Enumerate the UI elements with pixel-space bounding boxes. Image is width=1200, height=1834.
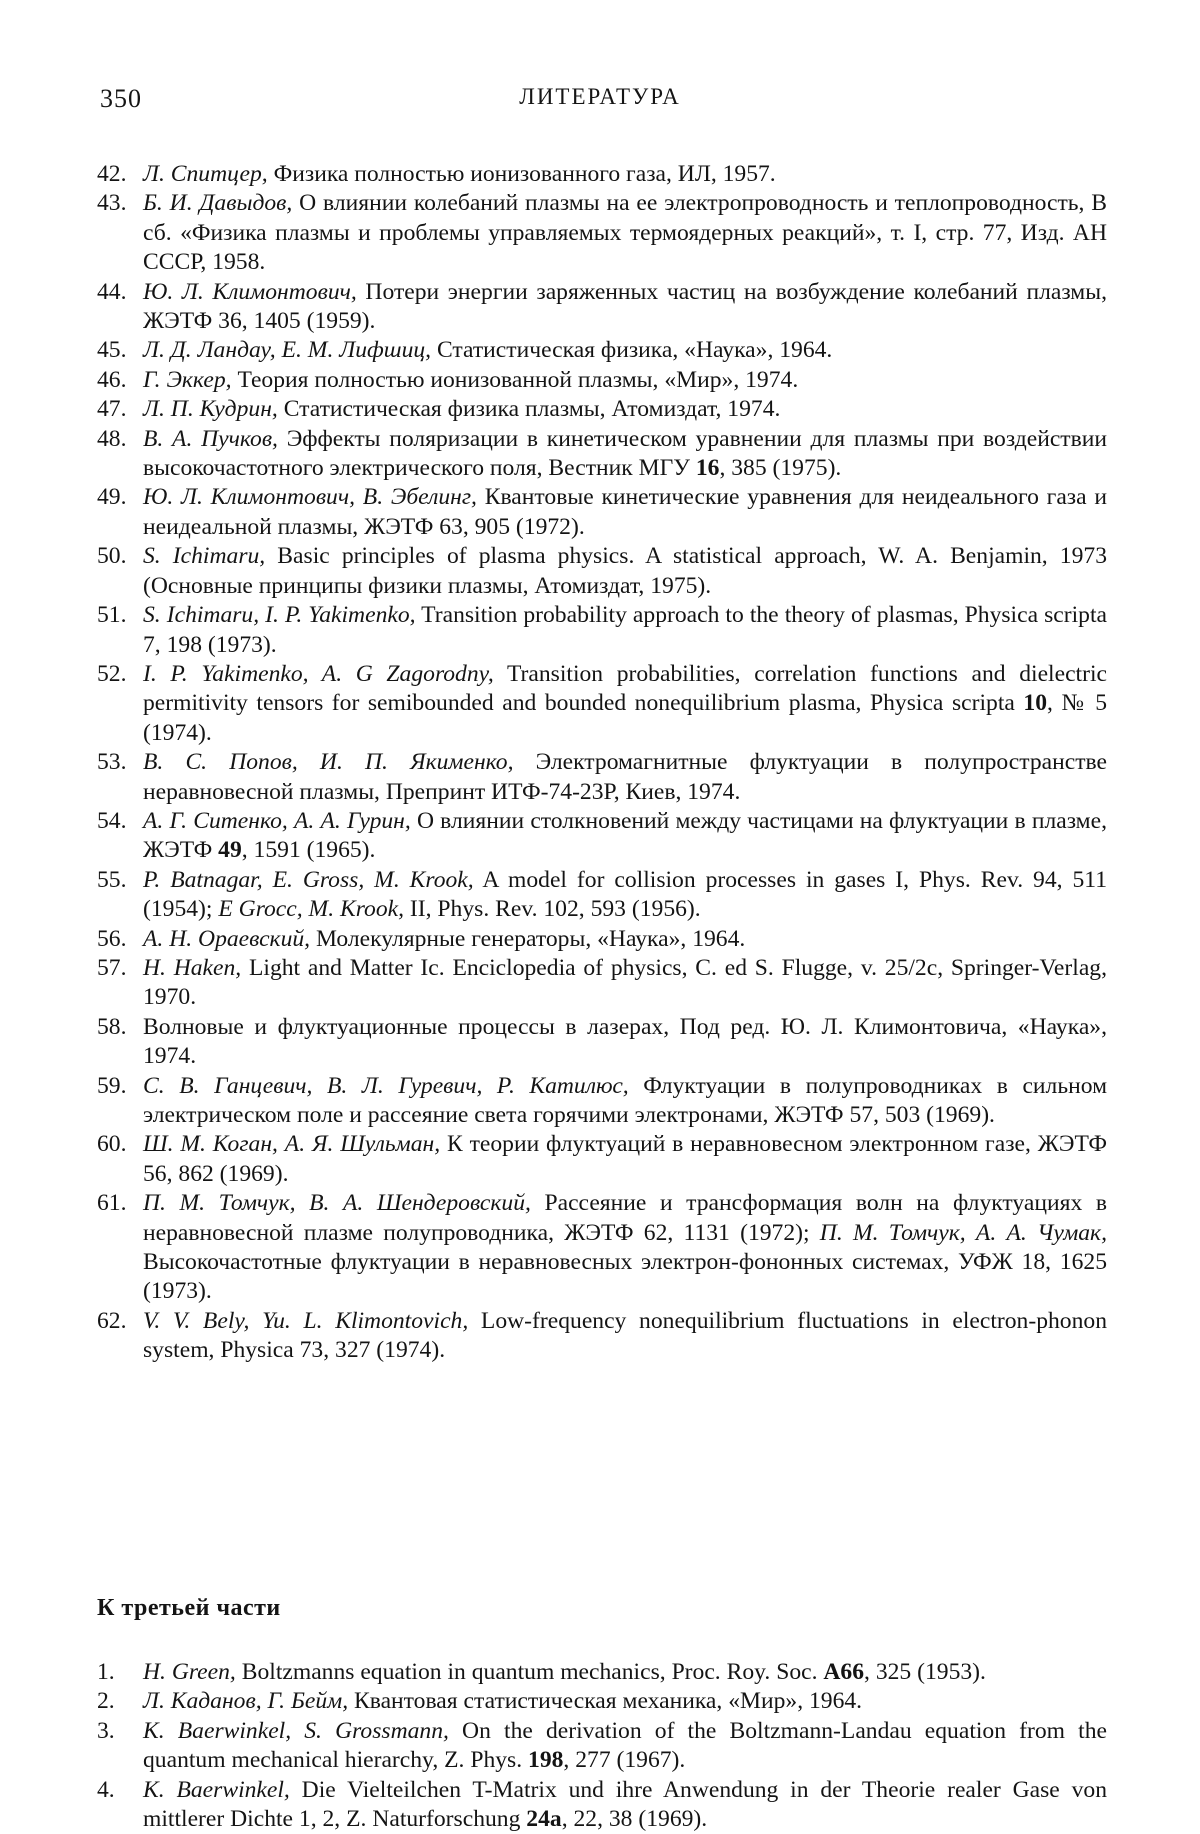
reference-item bbox=[97, 483, 1107, 542]
reference-item bbox=[97, 748, 1107, 807]
reference-item bbox=[97, 660, 1107, 748]
reference-text: Флуктуации в полупроводниках в сильном электрическом поле и рассеяние света горячими электронами, ЖЭТФ 57, 503 (1969). bbox=[143, 1072, 1107, 1128]
reference-authors: K. Baerwinkel, bbox=[143, 1776, 290, 1803]
page-header bbox=[100, 84, 1100, 124]
reference-text: Теория полностью ионизованной плазмы, «Мир», 1974. bbox=[231, 366, 799, 393]
reference-text: Статистическая физика, «Наука», 1964. bbox=[431, 337, 833, 364]
reference-item bbox=[97, 278, 1107, 337]
reference-authors: Б. И. Давыдов, bbox=[143, 190, 293, 217]
reference-number: 62. bbox=[97, 1307, 127, 1334]
reference-number: 49. bbox=[97, 484, 127, 511]
reference-number: 53. bbox=[97, 749, 127, 776]
reference-item bbox=[97, 336, 1107, 365]
section-heading: К третьей части bbox=[97, 1595, 281, 1621]
reference-volume: 198 bbox=[528, 1747, 564, 1774]
reference-authors: Л. Д. Ландау, Е. М. Лифшиц, bbox=[143, 337, 432, 364]
reference-volume: 49 bbox=[218, 837, 242, 864]
reference-authors: Ю. Л. Климонтович, В. Эбелинг, bbox=[143, 484, 477, 511]
reference-text: Квантовая статистическая механика, «Мир», 1964. bbox=[348, 1688, 863, 1715]
reference-item bbox=[97, 189, 1107, 277]
reference-item bbox=[97, 1658, 1107, 1687]
reference-text: Low-frequency nonequilibrium fluctuations in electron-phonon system, Physica 73, 327 (1974). bbox=[143, 1307, 1107, 1364]
reference-authors: П. М. Томчук, А. А. Чумак, bbox=[819, 1219, 1107, 1246]
reference-item bbox=[97, 1717, 1107, 1776]
page-number: 350 bbox=[100, 84, 142, 113]
reference-number: 4. bbox=[97, 1776, 115, 1803]
reference-authors: S. Ichimaru, I. P. Yakimenko, bbox=[143, 602, 416, 629]
reference-item bbox=[97, 542, 1107, 601]
reference-item bbox=[97, 425, 1107, 484]
reference-number: 59. bbox=[97, 1072, 127, 1099]
reference-number: 61. bbox=[97, 1190, 127, 1217]
reference-item bbox=[97, 1307, 1107, 1366]
reference-text: Transition probability approach to the theory of plasmas, Physica scripta 7, 198 (1973). bbox=[143, 602, 1107, 658]
reference-volume: A66 bbox=[823, 1659, 865, 1685]
reference-item bbox=[97, 1687, 1107, 1716]
reference-text: , 1591 (1965). bbox=[241, 837, 376, 864]
reference-item bbox=[97, 866, 1107, 925]
reference-number: 58. bbox=[97, 1013, 127, 1040]
reference-list-part-three bbox=[97, 1658, 1107, 1834]
reference-text: Молекулярные генераторы, «Наука», 1964. bbox=[310, 925, 746, 952]
reference-number: 55. bbox=[97, 866, 127, 893]
reference-authors: В. А. Пучков, bbox=[143, 425, 278, 452]
reference-authors: H. Haken, bbox=[143, 954, 242, 981]
reference-number: 60. bbox=[97, 1131, 127, 1158]
reference-text: Эффекты поляризации в кинетическом уравнении для плазмы при воздействии высокочастотного электрического поля, Вестник МГУ bbox=[143, 425, 1107, 482]
reference-text: Высокочастотные флуктуации в неравновесных электрон-фононных системах, УФЖ 18, 1625 (1973). bbox=[143, 1249, 1107, 1305]
reference-item bbox=[97, 366, 1107, 395]
reference-authors: В. С. Попов, И. П. Якименко, bbox=[143, 749, 514, 776]
reference-text: Электромагнитные флуктуации в полупространстве неравновесной плазмы, Препринт ИТФ-74-23Р, Киев, 1974. bbox=[143, 749, 1108, 805]
reference-number: 1. bbox=[97, 1659, 115, 1685]
reference-authors: V. V. Bely, Yu. L. Klimontovich, bbox=[143, 1307, 469, 1334]
reference-item bbox=[97, 1130, 1107, 1189]
reference-authors: E Grocc, M. Krook, bbox=[218, 896, 405, 923]
reference-text: Потери энергии заряженных частиц на возбуждение колебаний плазмы, ЖЭТФ 36, 1405 (1959). bbox=[143, 278, 1107, 335]
reference-number: 44. bbox=[97, 278, 127, 305]
reference-number: 52. bbox=[97, 660, 127, 687]
reference-item bbox=[97, 1189, 1107, 1307]
reference-authors: H. Green, bbox=[143, 1659, 236, 1685]
reference-item bbox=[97, 395, 1107, 424]
reference-number: 2. bbox=[97, 1688, 115, 1715]
reference-text: A model for collision processes in gases I, Phys. Rev. 94, 511 (1954); bbox=[143, 866, 1108, 923]
reference-text: Light and Matter Ic. Enciclopedia of physics, C. ed S. Flugge, v. 25/2c, Springer-Verlag, 1970. bbox=[143, 954, 1107, 1011]
reference-text: Волновые и флуктуационные процессы в лазерах, Под ред. Ю. Л. Климонтовича, «Наука», 1974. bbox=[143, 1013, 1107, 1070]
reference-number: 54. bbox=[97, 807, 127, 834]
reference-text: On the derivation of the Boltzmann-Landau equation from the quantum mechanical hierarchy, Z. Phys. bbox=[143, 1717, 1107, 1774]
reference-text: , 325 (1953). bbox=[864, 1659, 986, 1685]
reference-number: 48. bbox=[97, 425, 127, 452]
reference-text: II, Phys. Rev. 102, 593 (1956). bbox=[404, 896, 701, 923]
reference-volume: 24a bbox=[526, 1806, 562, 1833]
reference-item bbox=[97, 954, 1107, 1013]
reference-text: Квантовые кинетические уравнения для неидеального газа и неидеальной плазмы, ЖЭТФ 63, 905 (1972). bbox=[143, 484, 1108, 540]
reference-authors: П. М. Томчук, В. А. Шендеровский, bbox=[143, 1190, 531, 1217]
running-head: ЛИТЕРАТУРА bbox=[519, 84, 681, 109]
reference-authors: Л. Каданов, Г. Бейм, bbox=[143, 1688, 349, 1715]
reference-number: 46. bbox=[97, 366, 127, 393]
reference-authors: Ш. М. Коган, А. Я. Шульман, bbox=[143, 1131, 441, 1158]
reference-authors: С. В. Ганцевич, В. Л. Гуревич, Р. Катилюс, bbox=[143, 1072, 629, 1099]
reference-number: 56. bbox=[97, 925, 127, 952]
reference-text: Рассеяние и трансформация волн на флуктуациях в неравновесной плазме полупроводника, ЖЭТФ 62, 1131 (1972); bbox=[143, 1190, 1107, 1246]
reference-item bbox=[97, 1072, 1107, 1131]
reference-authors: P. Batnagar, E. Gross, M. Krook, bbox=[143, 866, 474, 893]
reference-authors: Л. Спитцер, bbox=[143, 161, 268, 187]
reference-number: 3. bbox=[97, 1717, 115, 1744]
reference-text: Boltzmanns equation in quantum mechanics, Proc. Roy. Soc. bbox=[235, 1659, 824, 1685]
reference-number: 57. bbox=[97, 954, 127, 981]
reference-volume: 16 bbox=[695, 455, 720, 482]
reference-item bbox=[97, 160, 1107, 189]
reference-text: Физика полностью ионизованного газа, ИЛ, 1957. bbox=[267, 161, 776, 187]
reference-text: , 385 (1975). bbox=[719, 455, 842, 482]
reference-authors: А. Н. Ораевский, bbox=[143, 925, 311, 952]
reference-list bbox=[97, 160, 1107, 1366]
reference-item bbox=[97, 807, 1107, 866]
reference-item bbox=[97, 1013, 1107, 1072]
reference-volume: 10 bbox=[1023, 690, 1048, 717]
reference-authors: Ю. Л. Климонтович, bbox=[143, 278, 357, 305]
reference-number: 47. bbox=[97, 396, 127, 423]
reference-text: , 277 (1967). bbox=[563, 1747, 686, 1774]
reference-text: Basic principles of plasma physics. A statistical approach, W. A. Benjamin, 1973 (Основные принципы физики плазмы, Атомиздат, 1975). bbox=[143, 543, 1107, 599]
reference-authors: S. Ichimaru, bbox=[143, 543, 266, 570]
reference-number: 51. bbox=[97, 602, 127, 629]
reference-number: 45. bbox=[97, 337, 127, 364]
reference-item bbox=[97, 1776, 1107, 1834]
reference-text: О влиянии столкновений между частицами на флуктуации в плазме, ЖЭТФ bbox=[143, 807, 1107, 864]
reference-text: К теории флуктуаций в неравновесном электронном газе, ЖЭТФ 56, 862 (1969). bbox=[143, 1131, 1107, 1187]
reference-number: 43. bbox=[97, 190, 127, 217]
reference-text: Die Vielteilchen T-Matrix und ihre Anwendung in der Theorie realer Gase von mittlerer Dichte 1, 2, Z. Naturforschung bbox=[143, 1776, 1107, 1833]
reference-text: Статистическая физика плазмы, Атомиздат, 1974. bbox=[277, 396, 781, 423]
reference-text: , № 5 (1974). bbox=[143, 690, 1107, 746]
reference-item bbox=[97, 601, 1107, 660]
reference-authors: Л. П. Кудрин, bbox=[143, 396, 278, 423]
reference-item bbox=[97, 925, 1107, 954]
reference-text: , 22, 38 (1969). bbox=[561, 1806, 708, 1833]
reference-text: О влиянии колебаний плазмы на ее электропроводность и теплопроводность, В сб. «Физика плазмы и проблемы управляемых термоядерных реакций», т. I, стр. 77, Изд. АН СССР, 1958. bbox=[143, 190, 1107, 276]
reference-number: 42. bbox=[97, 161, 127, 187]
reference-authors: K. Baerwinkel, S. Grossmann, bbox=[143, 1717, 449, 1744]
reference-authors: А. Г. Ситенко, А. А. Гурин, bbox=[143, 807, 411, 834]
reference-number: 50. bbox=[97, 543, 127, 570]
reference-authors: I. P. Yakimenko, A. G Zagorodny, bbox=[143, 660, 494, 687]
reference-authors: Г. Эккер, bbox=[143, 366, 232, 393]
reference-text: Transition probabilities, correlation functions and dielectric permitivity tensors for semibounded and bounded nonequilibrium plasma, Physica scripta bbox=[143, 660, 1107, 717]
